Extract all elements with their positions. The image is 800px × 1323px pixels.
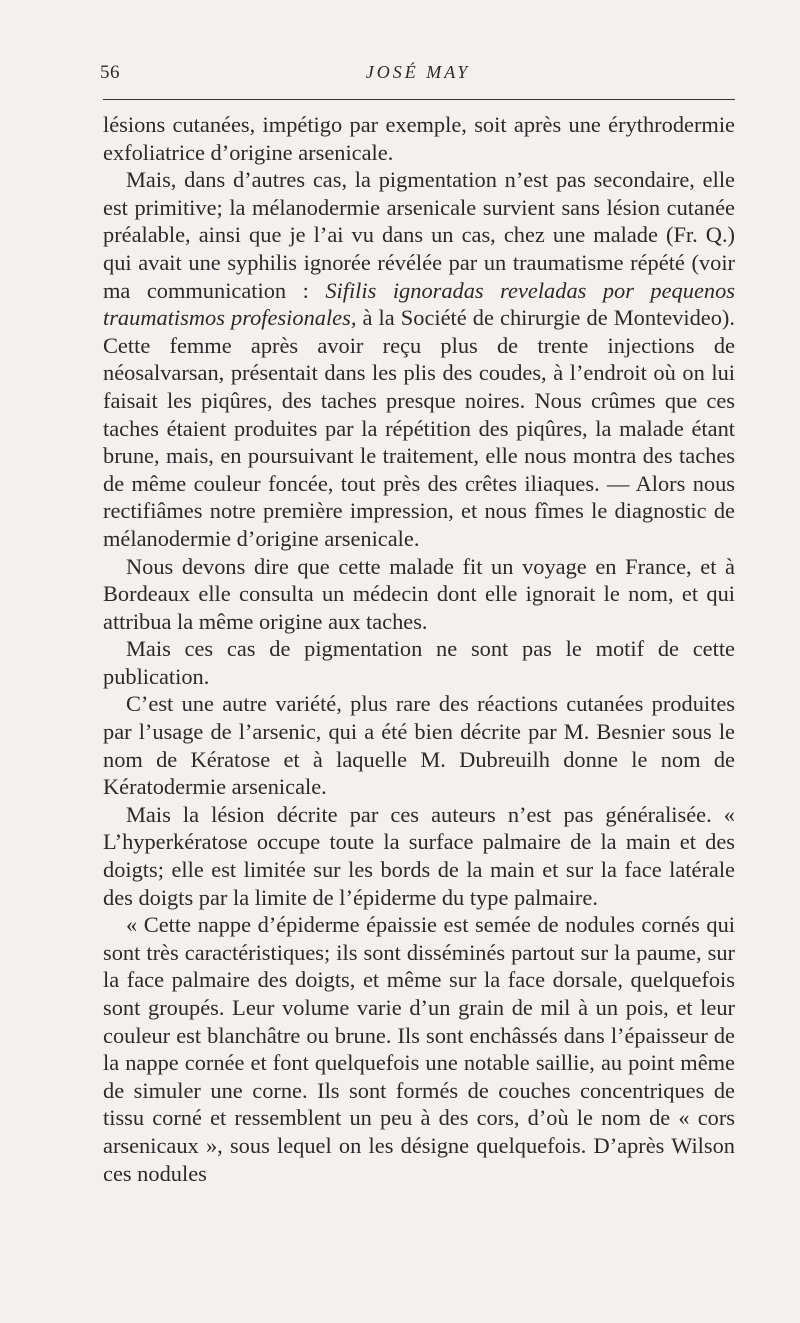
running-title: JOSÉ MAY: [365, 62, 471, 82]
paragraph: lésions cutanées, impétigo par exemple, soit après une érythrodermie exfoliatrice d’origine arsenicale.: [103, 112, 735, 165]
paragraph-text: à la Société de chirurgie de Montevideo). Cette femme après avoir reçu plus de trente injections de néosalvarsan, présentait dans les plis des coudes, à l’endroit où on lui faisait les piqûres, des taches presque noires. Nous crûmes que ces taches étaient produites par la répétition des piqûres, la malade étant brune, mais, en poursuivant le traitement, elle nous montra des taches de même couleur foncée, tout près des crêtes iliaques. — Alors nous rectifiâmes notre première impression, et nous fîmes le diagnostic de mélanodermie d’origine arsenicale.: [103, 305, 735, 551]
paragraph: Mais ces cas de pigmentation ne sont pas le motif de cette publication.: [103, 636, 735, 689]
page-header: [100, 62, 736, 86]
paragraph-text: Mais, dans d’autres cas, la pigmentation n’est pas secondaire, elle est primitive; la mélanodermie arsenicale survient sans lésion cutanée préalable, ainsi que je l’ai vu dans un cas, chez une malade (Fr. Q.) qui avait une syphilis ignorée révélée par un traumatisme répété (voir ma communication :: [103, 167, 735, 303]
body-text: [103, 111, 735, 1187]
paragraph: Nous devons dire que cette malade fit un voyage en France, et à Bordeaux elle consulta un médecin dont elle ignorait le nom, et qui attribua la même origine aux taches.: [103, 553, 735, 634]
paragraph: « Cette nappe d’épiderme épaissie est semée de nodules cornés qui sont très caractéristiques; ils sont disséminés partout sur la paume, sur la face palmaire des doigts, et même sur la face dorsale, quelquefois sont groupés. Leur volume varie d’un grain de mil à un pois, et leur couleur est blanchâtre ou brune. Ils sont enchâssés dans l’épaisseur de la nappe cornée et font quelquefois une notable saillie, au point même de simuler une corne. Ils sont formés de couches concentriques de tissu corné et ressemblent un peu à des cors, d’où le nom de « cors arsenicaux », sous lequel on les désigne quelquefois. D’après Wilson ces nodules: [103, 912, 735, 1186]
page-number: 56: [100, 62, 120, 83]
italic-citation: Sifilis ignoradas reveladas por pequenos traumatismos profesionales,: [103, 277, 735, 331]
paragraph: [103, 166, 735, 552]
paragraph: Mais la lésion décrite par ces auteurs n’est pas généralisée. « L’hyperkératose occupe toute la surface palmaire de la main et des doigts; elle est limitée sur les bords de la main et sur la face latérale des doigts par la limite de l’épiderme du type palmaire.: [103, 801, 735, 910]
paragraph: C’est une autre variété, plus rare des réactions cutanées produites par l’usage de l’arsenic, qui a été bien décrite par M. Besnier sous le nom de Kératose et à laquelle M. Dubreuilh donne le nom de Kératodermie arsenicale.: [103, 691, 735, 800]
header-rule: [103, 99, 735, 100]
